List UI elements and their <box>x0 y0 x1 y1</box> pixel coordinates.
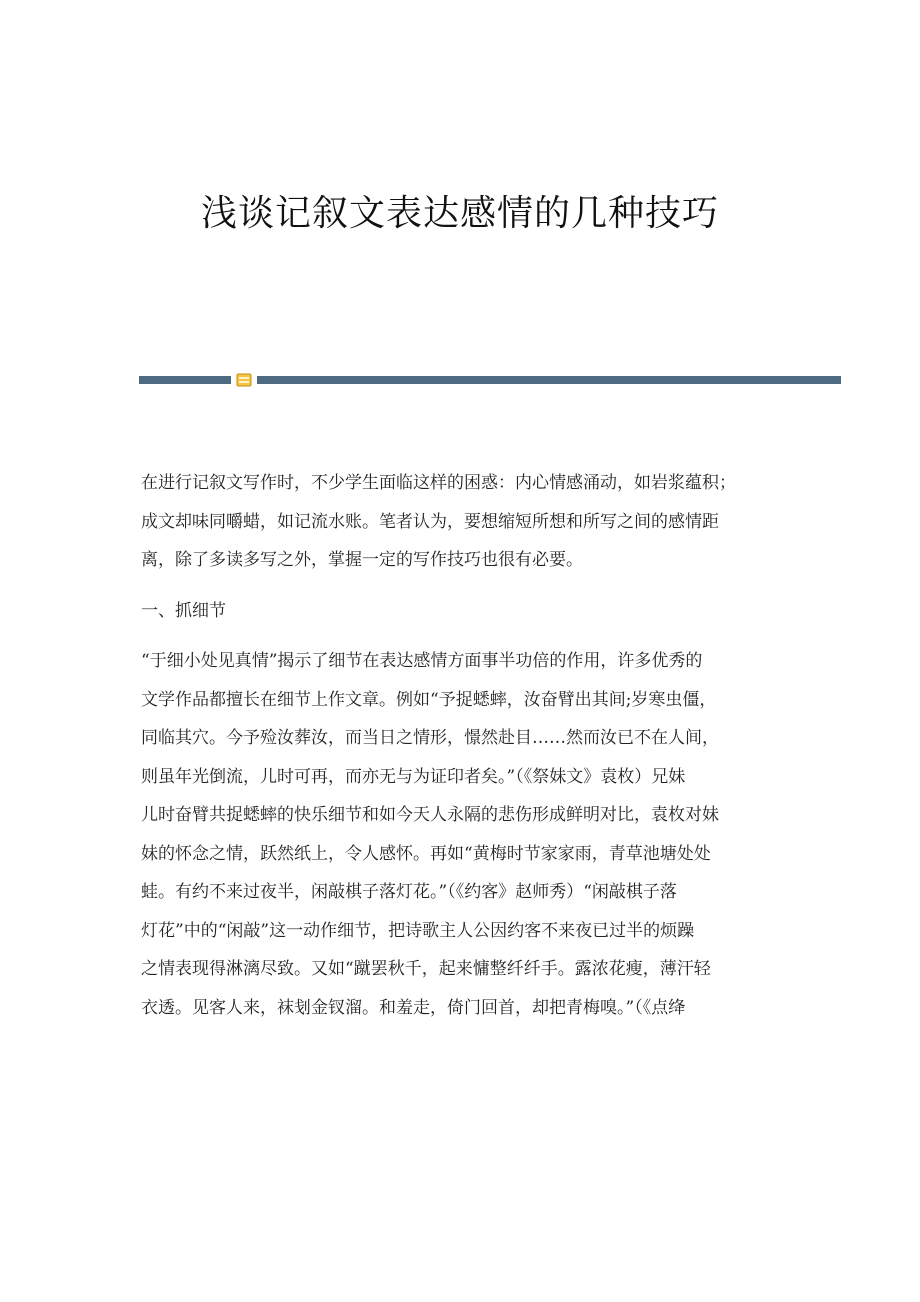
page-title: 浅谈记叙文表达感情的几种技巧 <box>200 193 719 234</box>
text-line: 成文却味同嚼蜡，如记流水账。笔者认为，要想缩短所想和所写之间的感情距 <box>141 511 719 532</box>
text-line: 妹的怀念之情，跃然纸上，令人感怀。再如“黄梅时节家家雨，青草池塘处处 <box>141 843 711 864</box>
text-line: “于细小处见真情”揭示了细节在表达感情方面事半功倍的作用，许多优秀的 <box>141 651 703 671</box>
text-line: 蛙。有约不来过夜半，闲敲棋子落灯花。”（《约客》赵师秀）“闲敲棋子落 <box>141 882 677 902</box>
divider-bar-right <box>257 376 841 384</box>
text-line: 衣透。见客人来，袜刬金钗溜。和羞走，倚门回首，却把青梅嗅。”（《点绛 <box>141 997 686 1018</box>
book-ornament-icon <box>236 373 252 387</box>
divider-bar-left <box>139 376 231 384</box>
text-line: 灯花”中的“闲敲”这一动作细节，把诗歌主人公因约客不来夜已过半的烦躁 <box>141 920 695 941</box>
document-body <box>141 464 781 1039</box>
section-heading: 一、抓细节 <box>141 600 226 621</box>
text-line: 则虽年光倒流，儿时可再，而亦无与为证印者矣。”（《祭妹文》袁枚）兄妹 <box>141 766 686 787</box>
text-line: 儿时奋臂共捉蟋蟀的快乐细节和如今天人永隔的悲伤形成鲜明对比，袁枚对妹 <box>141 805 719 825</box>
paragraph-intro <box>141 464 781 580</box>
text-line: 同临其穴。今予殓汝葬汝，而当日之情形，憬然赴目……然而汝已不在人间， <box>141 728 719 748</box>
paragraph-details <box>141 642 781 1027</box>
text-line: 文学作品都擅长在细节上作文章。例如“予捉蟋蟀，汝奋臂出其间;岁寒虫僵， <box>141 689 717 710</box>
text-line: 在进行记叙文写作时，不少学生面临这样的困惑：内心情感涌动，如岩浆蕴积； <box>141 473 736 493</box>
text-line: 之情表现得淋漓尽致。又如“蹴罢秋千，起来慵整纤纤手。露浓花瘦，薄汗轻 <box>141 959 711 979</box>
text-line: 离，除了多读多写之外，掌握一定的写作技巧也很有必要。 <box>141 550 583 570</box>
title-divider <box>139 373 841 387</box>
